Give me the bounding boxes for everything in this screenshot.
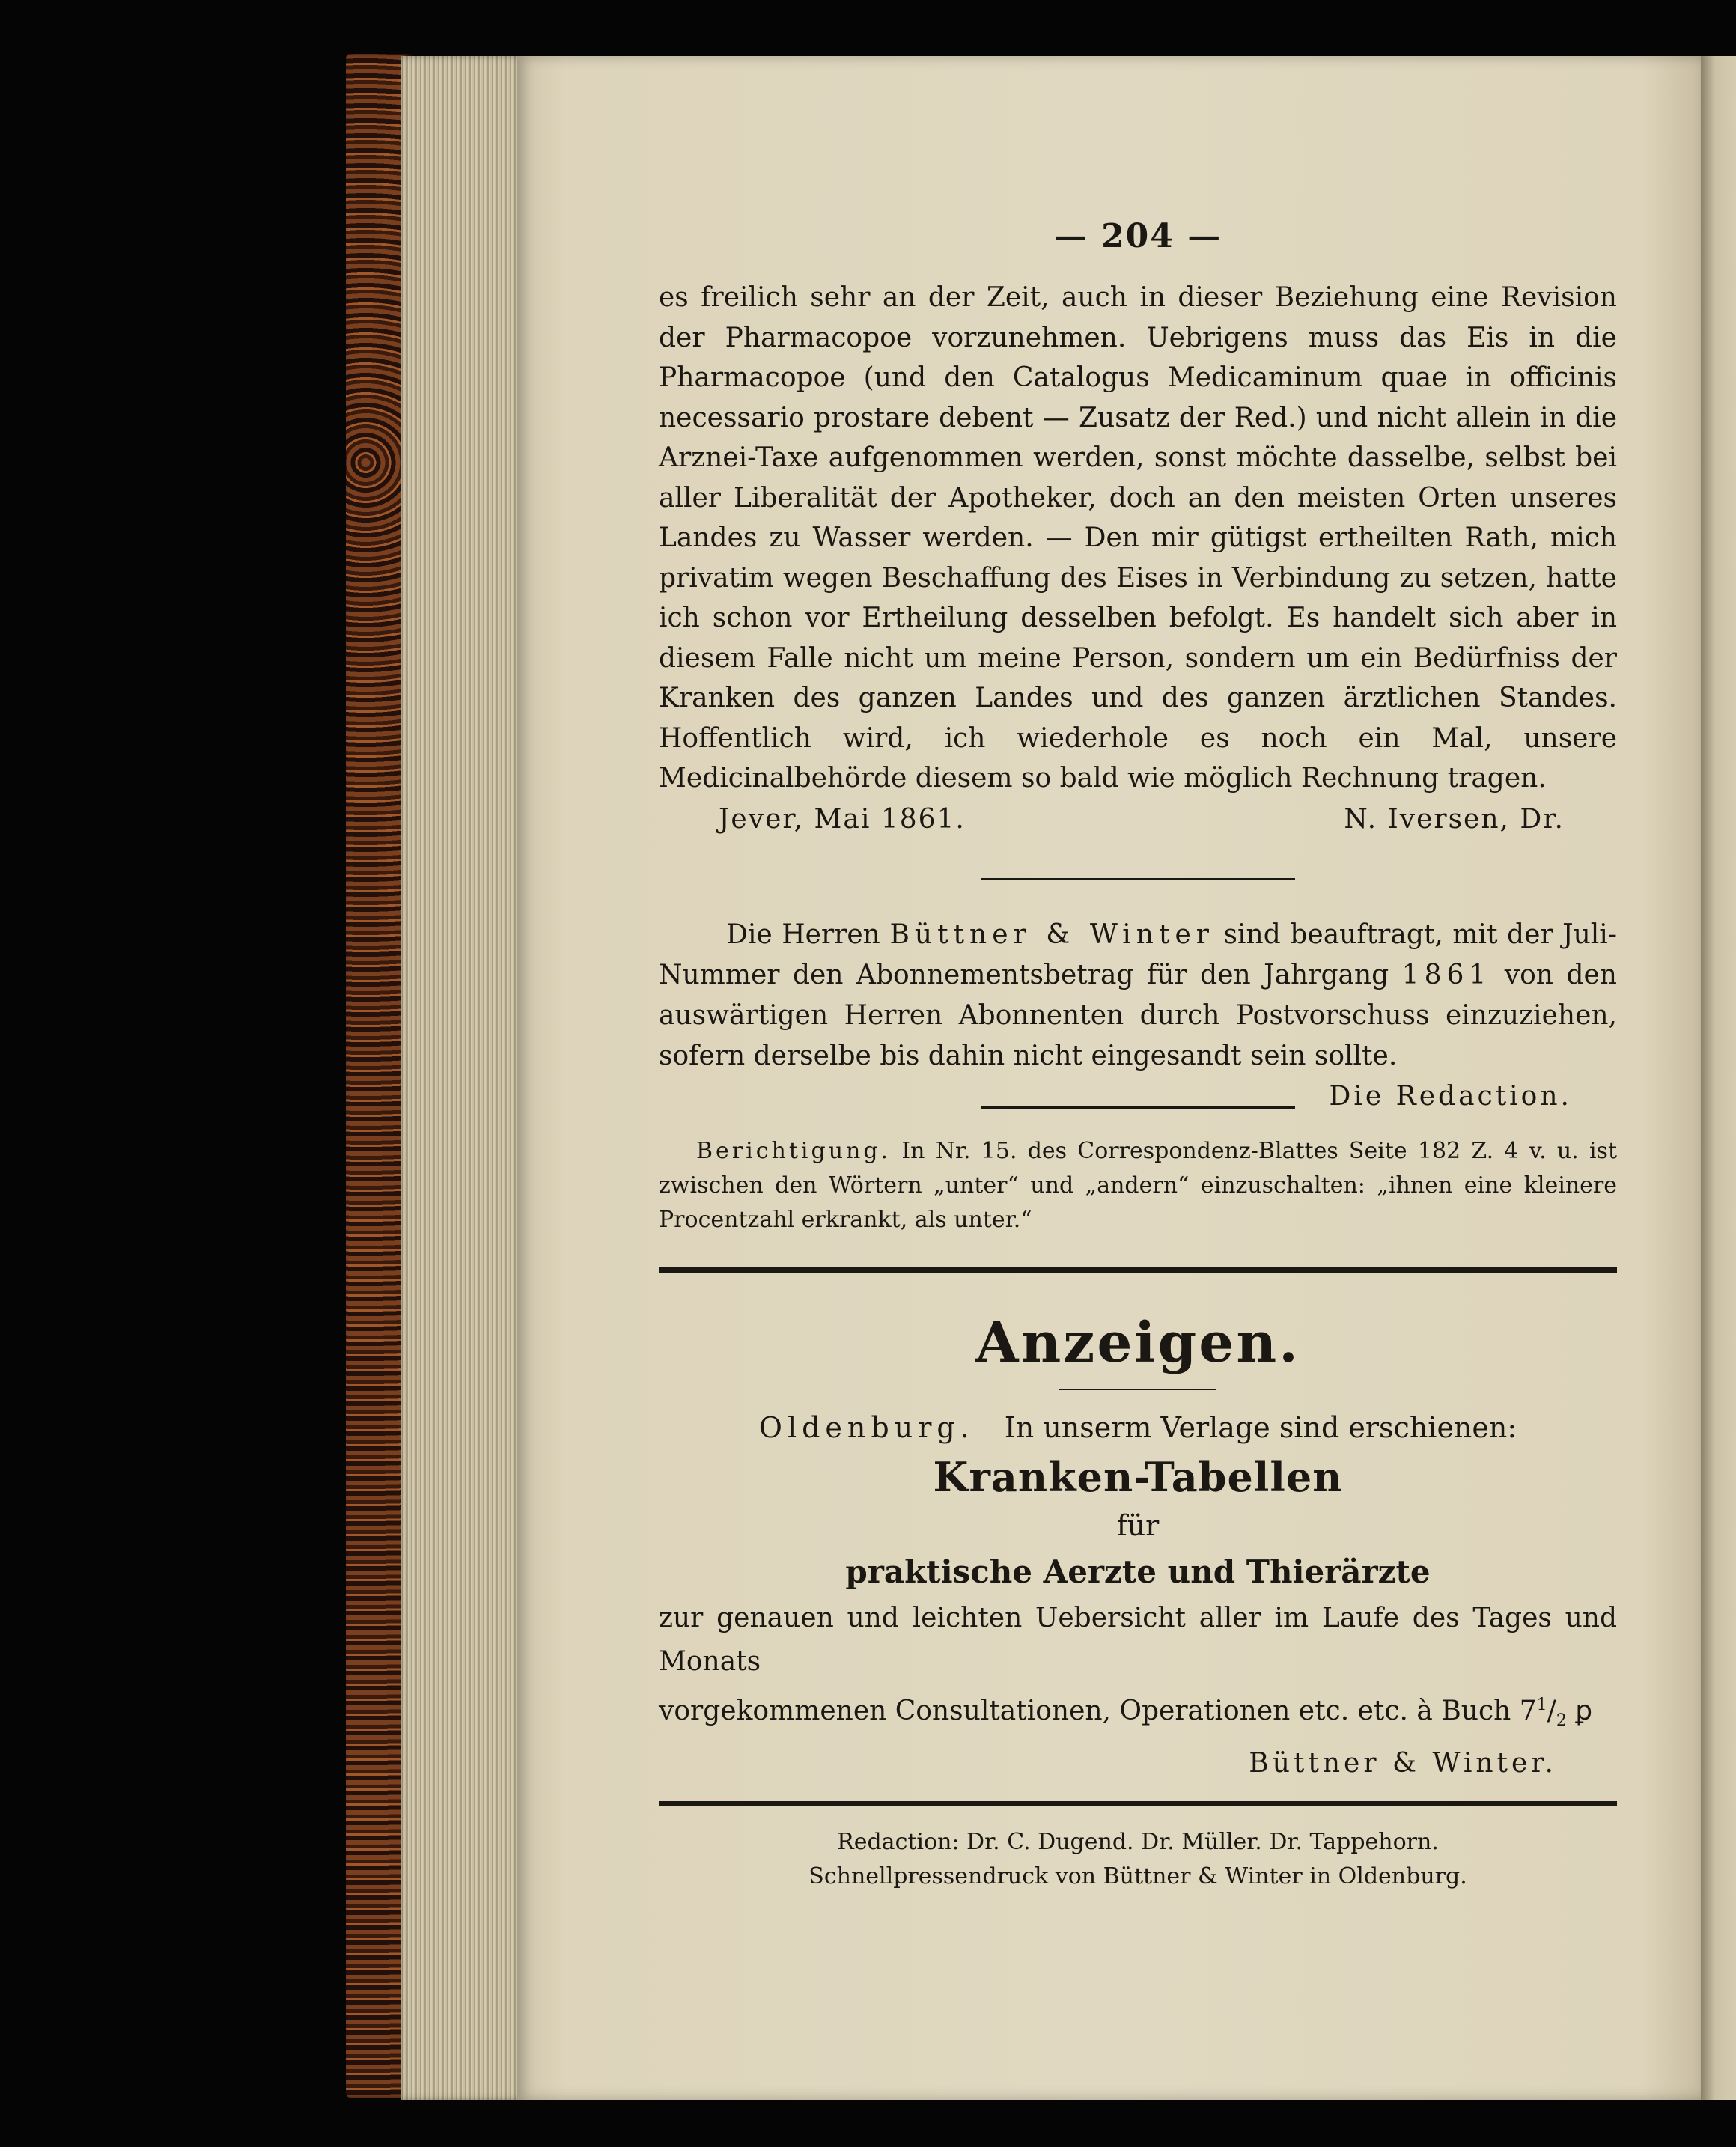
section-divider-2 [981, 1106, 1295, 1109]
ads-heading: Anzeigen. [975, 1310, 1300, 1375]
price-denominator: 2 [1556, 1711, 1567, 1730]
author-name: N. Iversen, Dr. [1344, 803, 1565, 835]
letter-signature [659, 799, 1617, 841]
page-stack-edge [401, 56, 520, 2100]
notice-signature: Die Redaction. [1329, 1080, 1572, 1112]
notice-year: 1861 [1401, 959, 1492, 990]
footer-editors: Redaction: Dr. C. Dugend. Dr. Müller. Dr. Tappehorn. [837, 1828, 1439, 1855]
notice-prefix: Die Herren [726, 919, 890, 950]
section-divider [981, 878, 1295, 880]
ads-top-rule [659, 1267, 1617, 1273]
price-unit: ꝑ [1566, 1695, 1593, 1726]
correction-note [659, 1134, 1617, 1237]
footer-printer: Schnellpressendruck von Büttner & Winter in Oldenburg. [808, 1863, 1467, 1889]
ad-intro-line [659, 1405, 1617, 1450]
footer-rule [659, 1801, 1617, 1806]
notice-firm: Büttner & Winter [889, 919, 1214, 950]
place-date: Jever, Mai 1861. [719, 803, 966, 835]
page-content [659, 217, 1617, 1894]
ad-title: Kranken-Tabellen [933, 1452, 1343, 1501]
ad-fuer: für [1116, 1508, 1160, 1542]
facing-page-edge [1701, 56, 1736, 2100]
page-number: — 204 — [1053, 217, 1222, 255]
ad-text-2: vorgekommenen Consultationen, Operationen etc. etc. à Buch 7 [659, 1695, 1537, 1726]
ad-description-2: vorgekommenen Consultationen, Operationen etc. etc. à Buch $7^1/_2$ ꝑ [659, 1695, 1593, 1730]
ads-heading-rule [1059, 1389, 1216, 1390]
letter-paragraph: es freilich sehr an der Zeit, auch in dieser Beziehung eine Revision der Pharmacopoe vorzunehmen. Uebrigens muss das Eis in die Pharmacopoe (und den Catalogus Medicaminum quae in officinis necessario prostare debent — Zusatz der Red.) und nicht allein in die Arznei-Taxe aufgenommen werden, sonst möchte dasselbe, selbst bei aller Liberalität der Apotheker, doch an den meisten Orten unseres Landes zu Wasser werden. — Den mir gütigst ertheilten Rath, mich privatim wegen Beschaffung des Eises in Verbindung zu setzen, hatte ich schon vor Ertheilung desselben befolgt. Es handelt sich aber in diesem Falle nicht um meine Person, sondern um ein Bedürfniss der Kranken des ganzen Landes und des ganzen ärztlichen Standes. Hoffentlich wird, ich wiederhole es noch ein Mal, unsere Medicinalbehörde diesem so bald wie möglich Rechnung tragen. [659, 282, 1617, 794]
notice-rest: von den auswärtigen Herren Abonnenten durch Postvorschuss einzuziehen, sofern derselbe bis dahin nicht eingesandt sein sollte. [659, 959, 1617, 1071]
ad-description: zur genauen und leichten Uebersicht aller im Laufe des Tages und Monats [659, 1602, 1617, 1677]
ad-signer: Büttner & Winter. [1249, 1747, 1557, 1779]
price-numerator: 1 [1536, 1695, 1547, 1714]
ad-subtitle: praktische Aerzte und Thierärzte [845, 1553, 1431, 1590]
ad-intro: In unserm Verlage sind erschienen: [1004, 1410, 1517, 1444]
correction-label: Berichtigung. [696, 1137, 892, 1164]
ad-place: Oldenburg. [758, 1410, 975, 1444]
correction-text: In Nr. 15. des Correspondenz-Blattes Seite 182 Z. 4 v. u. ist zwischen den Wörtern „unter“ und „andern“ einzuschalten: „ihnen eine kleinere Procentzahl erkrankt, als unter.“ [659, 1137, 1617, 1233]
notice-mid: sind beauftragt, mit der Juli-Nummer den Abonnementsbetrag für den Jahrgang [659, 919, 1617, 990]
subscription-notice [659, 915, 1617, 1112]
